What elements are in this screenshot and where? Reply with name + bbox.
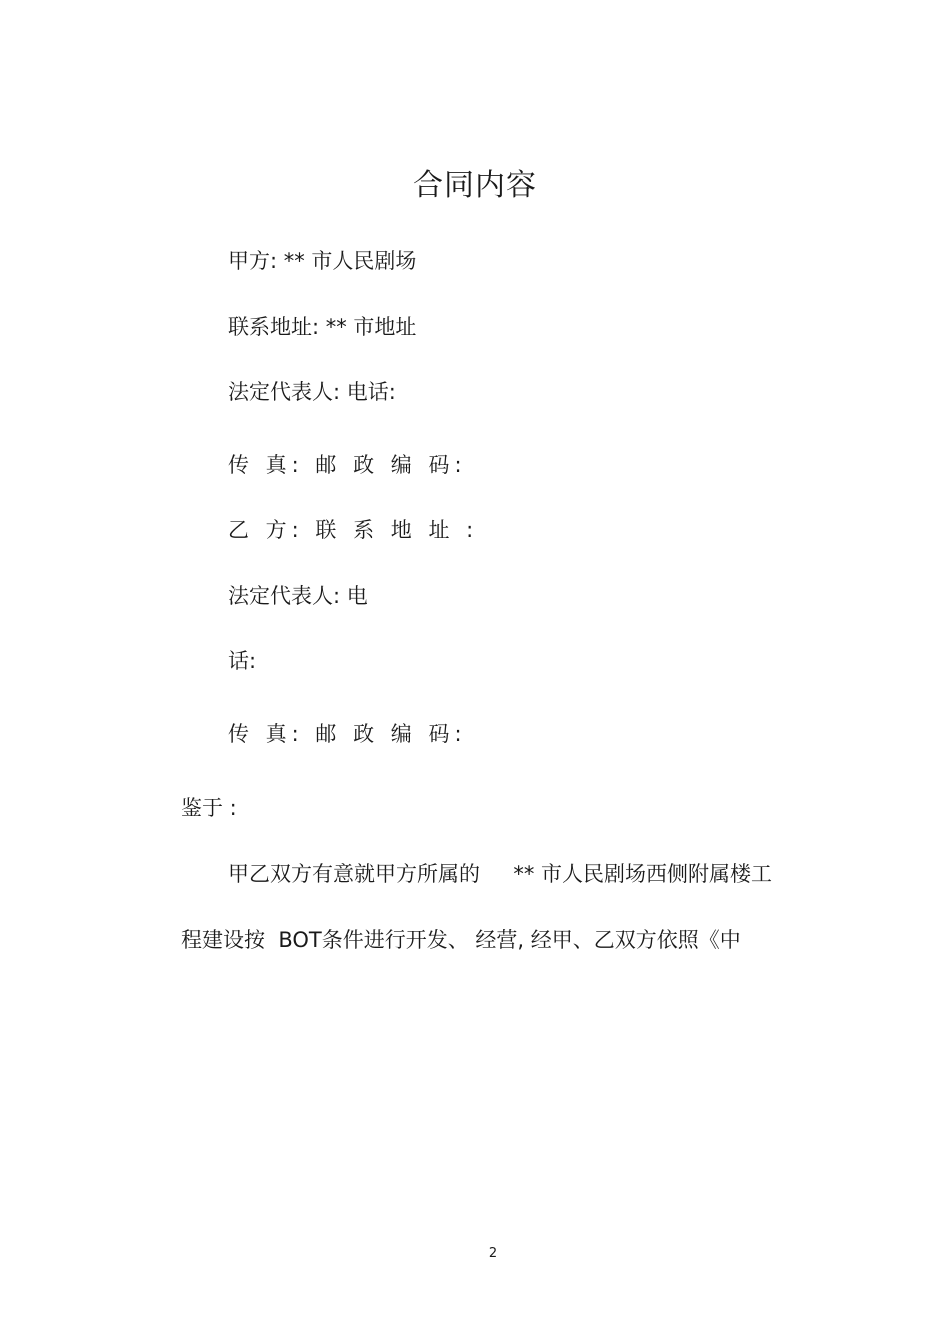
party-b-fax-line: 传 真: 邮 政 编 码: bbox=[228, 722, 467, 746]
document-title: 合同内容 bbox=[413, 168, 537, 203]
party-a-line: 甲方: ** 市人民剧场 bbox=[228, 249, 417, 273]
whereas-paragraph-line-1: 甲乙双方有意就甲方所属的 ** 市人民剧场西侧附属楼工 bbox=[228, 862, 773, 886]
whereas-heading: 鉴于 : bbox=[181, 796, 237, 820]
party-a-fax-line: 传 真: 邮 政 编 码: bbox=[228, 453, 467, 477]
page-number: 2 bbox=[488, 1246, 498, 1261]
party-b-line: 乙 方: 联 系 地 址 : bbox=[228, 518, 479, 542]
whereas-paragraph-line-2: 程建设按 BOT条件进行开发、 经营, 经甲、乙双方依照《中 bbox=[181, 928, 741, 952]
party-a-representative-line: 法定代表人: 电话: bbox=[228, 380, 396, 404]
party-b-representative-line: 法定代表人: 电 bbox=[228, 584, 368, 608]
party-a-address-line: 联系地址: ** 市地址 bbox=[228, 315, 417, 339]
party-b-phone-line: 话: bbox=[228, 649, 257, 673]
